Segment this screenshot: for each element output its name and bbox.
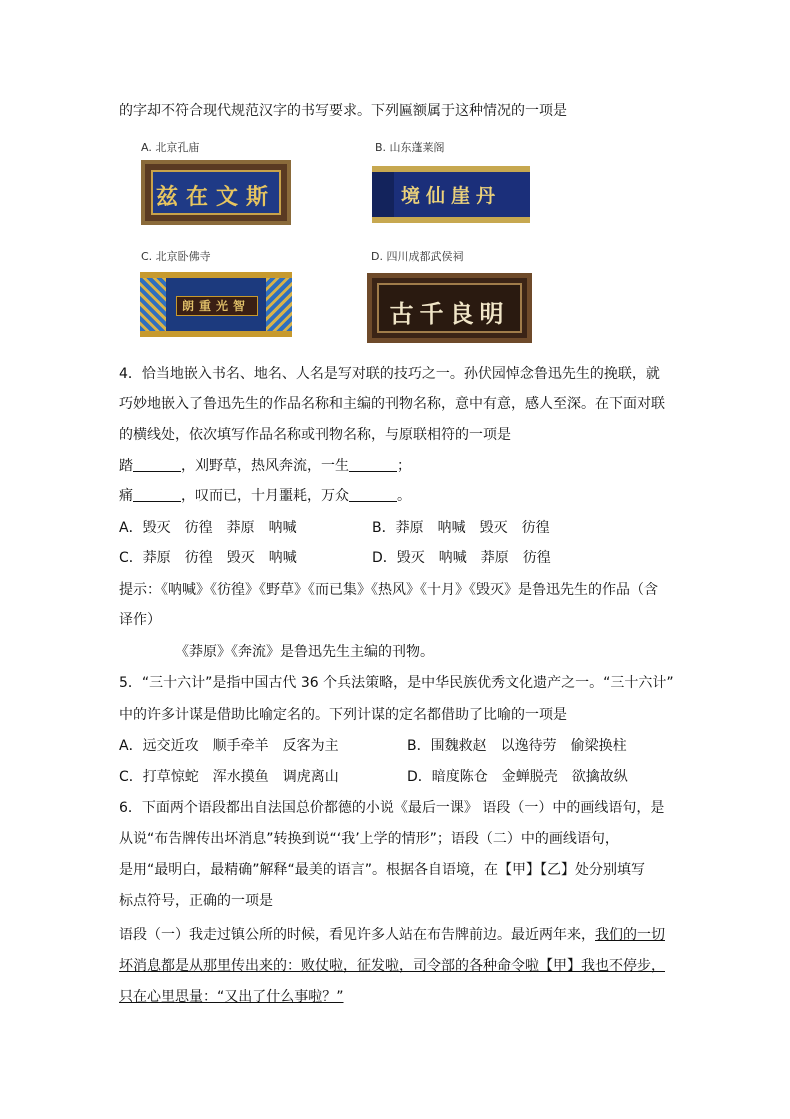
option-a-caption: A. 北京孔庙 xyxy=(141,141,200,154)
passage-1-underlined-line-3: 只在心里思量：“又出了什么事啦？” xyxy=(119,989,344,1005)
q5-options-row-2 xyxy=(119,767,628,787)
q6-stem-line-2: 从说“布告牌传出坏消息”转换到说“‘我’上学的情形”；语段（二）中的画线语句， xyxy=(119,831,619,847)
q4-option-a: A．毁灭 彷徨 莽原 呐喊 xyxy=(119,520,297,536)
q4-hint-line-2: 译作） xyxy=(119,612,161,628)
q4-options-row-2 xyxy=(119,548,551,568)
option-d-caption: D. 四川成都武侯祠 xyxy=(371,250,464,263)
plaque-image-a xyxy=(141,160,291,225)
q5-option-c: C．打草惊蛇 浑水摸鱼 调虎离山 xyxy=(119,769,339,785)
plaque-image-d xyxy=(367,273,532,343)
couplet-2-prefix: 痛 xyxy=(119,488,133,504)
couplet-2-blank-1 xyxy=(133,487,181,502)
couplet-line-1 xyxy=(119,456,411,476)
q4-hint-line-1: 提示：《呐喊》《彷徨》《野草》《而已集》《热风》《十月》《毁灭》是鲁迅先生的作品（含 xyxy=(119,582,658,598)
plaque-text-b: 丹崖仙境 xyxy=(400,185,501,207)
q5-option-d: D．暗度陈仓 金蝉脱壳 欲擒故纵 xyxy=(407,769,628,785)
couplet-1-blank-2 xyxy=(349,457,397,472)
q5-stem-line-1: 5．“三十六计”是指中国古代 36 个兵法策略，是中华民族优秀文化遗产之一。“三十六计” xyxy=(119,675,674,691)
couplet-1-suffix: ； xyxy=(397,458,411,474)
passage-1-text: 语段（一）我走过镇公所的时候，看见许多人站在布告牌前边。最近两年来， xyxy=(119,927,595,943)
q4-stem-line-3: 的横线处，依次填写作品名称或刊物名称，与原联相符的一项是 xyxy=(119,427,511,443)
couplet-2-suffix: 。 xyxy=(397,488,411,504)
couplet-2-blank-2 xyxy=(349,487,397,502)
q5-option-a: A．远交近攻 顺手牵羊 反客为主 xyxy=(119,738,339,754)
q6-stem-line-1: 6．下面两个语段都出自法国总价都德的小说《最后一课》 语段（一）中的画线语句，是 xyxy=(119,800,665,816)
q4-option-c: C．莽原 彷徨 毁灭 呐喊 xyxy=(119,550,297,566)
plaque-text-c: 智光重朗 xyxy=(181,299,250,313)
option-b-caption: B. 山东蓬莱阁 xyxy=(375,141,445,154)
q4-stem-line-1: 4．恰当地嵌入书名、地名、人名是写对联的技巧之一。孙伏园悼念鲁迅先生的挽联，就 xyxy=(119,366,660,382)
q5-stem-line-2: 中的许多计谋是借助比喻定名的。下列计谋的定名都借助了比喻的一项是 xyxy=(119,707,567,723)
option-c-caption: C. 北京卧佛寺 xyxy=(141,250,211,263)
q6-stem-line-3: 是用“最明白，最精确”解释“最美的语言”。根据各自语境，在【甲】【乙】处分别填写 xyxy=(119,862,646,878)
q4-option-d: D．毁灭 呐喊 莽原 彷徨 xyxy=(372,550,551,566)
q6-stem-line-4: 标点符号，正确的一项是 xyxy=(119,893,273,909)
couplet-1-middle: ，刈野草，热风奔流，一生 xyxy=(181,458,349,474)
passage-1-line-1 xyxy=(119,925,665,945)
passage-1-underlined-start: 我们的一切 xyxy=(595,927,665,943)
couplet-1-blank-1 xyxy=(133,457,181,472)
plaque-image-c xyxy=(140,272,292,337)
intro-line: 的字却不符合现代规范汉字的书写要求。下列匾额属于这种情况的一项是 xyxy=(119,103,567,119)
q4-options-row-1 xyxy=(119,518,550,538)
q5-option-b: B．围魏救赵 以逸待劳 偷梁换柱 xyxy=(407,738,627,754)
plaque-text-d: 明良千古 xyxy=(389,299,510,328)
couplet-line-2 xyxy=(119,486,411,506)
q4-stem-line-2: 巧妙地嵌入了鲁迅先生的作品名称和主编的刊物名称，意中有意，感人至深。在下面对联 xyxy=(119,396,665,412)
plaque-text-a: 斯文在兹 xyxy=(155,184,276,210)
plaque-image-b xyxy=(372,166,530,223)
passage-1-underlined-line-2: 坏消息都是从那里传出来的：败仗啦，征发啦，司令部的各种命令啦【甲】我也不停步， xyxy=(119,958,665,974)
couplet-1-prefix: 踏 xyxy=(119,458,133,474)
q5-options-row-1 xyxy=(119,736,627,756)
couplet-2-middle: ，叹而已，十月噩耗，万众 xyxy=(181,488,349,504)
q4-hint-line-3: 《莽原》《奔流》是鲁迅先生主编的刊物。 xyxy=(175,644,434,660)
q4-option-b: B．莽原 呐喊 毁灭 彷徨 xyxy=(372,520,550,536)
